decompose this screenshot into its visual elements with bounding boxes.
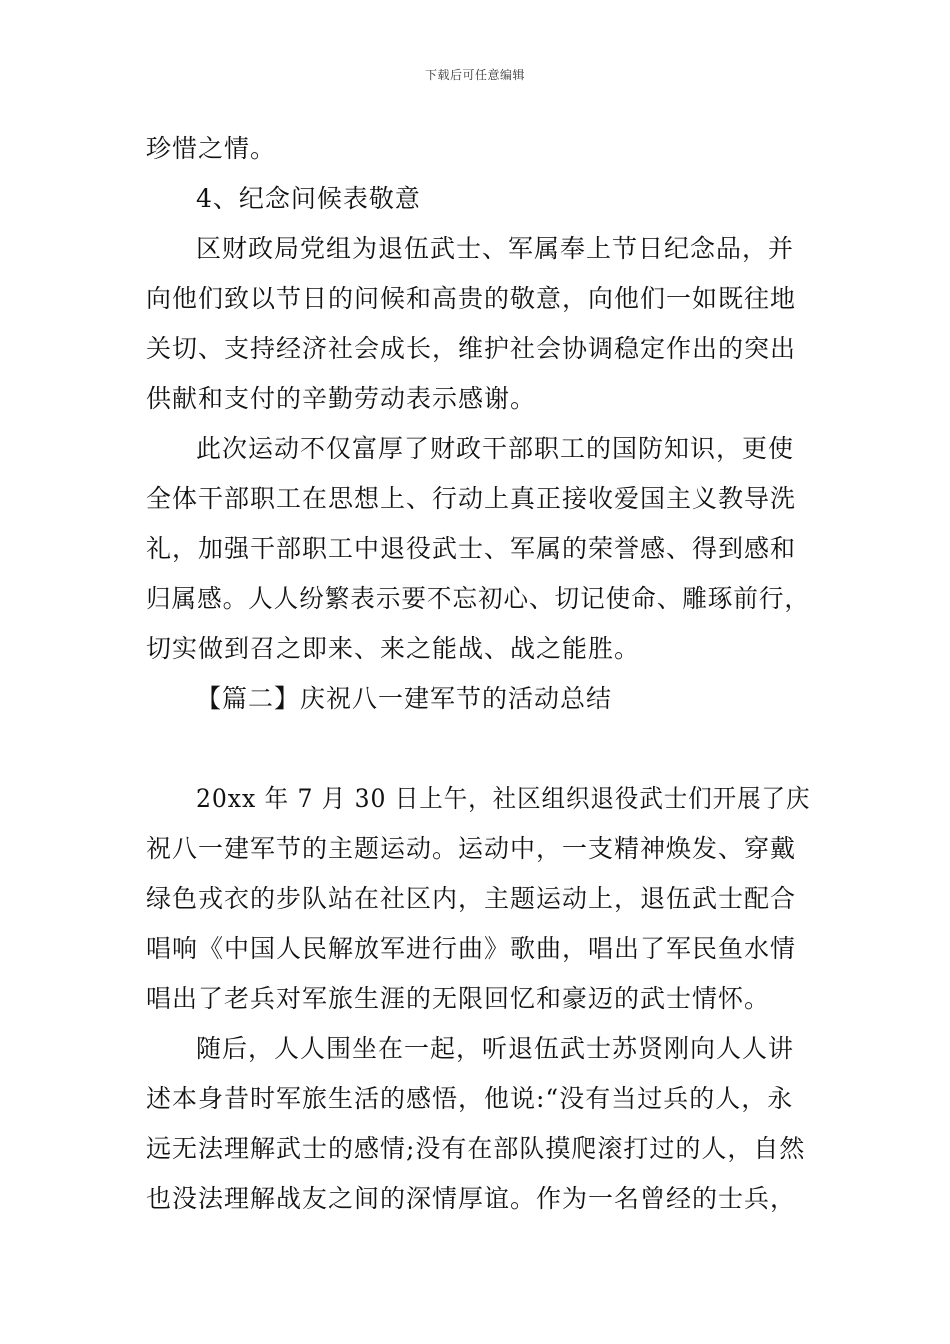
- paragraph-line: 此次运动不仅富厚了财政干部职工的国防知识，更使: [196, 434, 795, 463]
- paragraph-line: 祝八一建军节的主题运动。运动中，一支精神焕发、穿戴: [146, 834, 797, 863]
- paragraph-line: 归属感。人人纷繁表示要不忘初心、切记使命、雕琢前行，: [146, 584, 810, 613]
- paragraph-line: 述本身昔时军旅生活的感悟，他说:“没有当过兵的人，永: [146, 1084, 794, 1113]
- section-heading: 4、纪念问候表敬意: [196, 184, 421, 213]
- paragraph-line: 礼，加强干部职工中退役武士、军属的荣誉感、得到感和: [146, 534, 797, 563]
- paragraph-line: 20xx 年 7 月 30 日上午，社区组织退役武士们开展了庆: [196, 784, 811, 813]
- paragraph-line: 向他们致以节日的问候和高贵的敬意，向他们一如既往地: [146, 284, 797, 313]
- paragraph-line: 全体干部职工在思想上、行动上真正接收爱国主义教导洗: [146, 484, 797, 513]
- paragraph-line: 也没法理解战友之间的深情厚谊。作为一名曾经的士兵，: [146, 1184, 797, 1213]
- paragraph-line: 珍惜之情。: [146, 134, 277, 163]
- paragraph-line: 唱出了老兵对军旅生涯的无限回忆和豪迈的武士情怀。: [146, 984, 771, 1013]
- page-header: 下载后可任意编辑: [424, 68, 525, 82]
- paragraph-line: 唱响《中国人民解放军进行曲》歌曲，唱出了军民鱼水情: [146, 934, 797, 963]
- paragraph-line: 供献和支付的辛勤劳动表示感谢。: [146, 384, 537, 413]
- section-title: 【篇二】庆祝八一建军节的活动总结: [196, 684, 613, 713]
- paragraph-line: 随后，人人围坐在一起，听退伍武士苏贤刚向人人讲: [196, 1034, 795, 1063]
- paragraph-line: 绿色戎衣的步队站在社区内，主题运动上，退伍武士配合: [146, 884, 797, 913]
- paragraph-line: 区财政局党组为退伍武士、军属奉上节日纪念品，并: [196, 234, 795, 263]
- paragraph-line: 切实做到召之即来、来之能战、战之能胜。: [146, 634, 641, 663]
- paragraph-line: 远无法理解武士的感情;没有在部队摸爬滚打过的人，自然: [146, 1134, 806, 1163]
- paragraph-line: 关切、支持经济社会成长，维护社会协调稳定作出的突出: [146, 334, 797, 363]
